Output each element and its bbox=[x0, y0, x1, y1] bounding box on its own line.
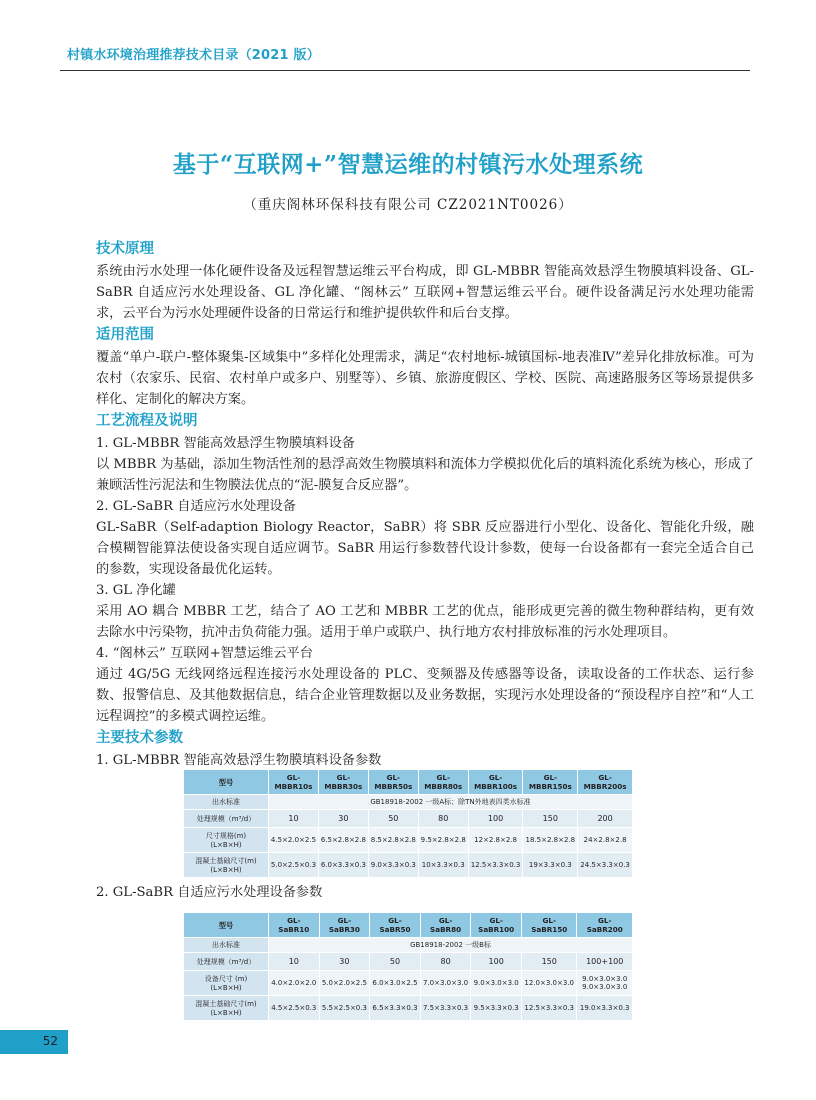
table-cell: 9.0×3.0×3.0 9.0×3.0×3.0 bbox=[577, 971, 633, 996]
header-model: GL- SaBR50 bbox=[370, 913, 421, 938]
table-cell: 6.0×3.0×2.5 bbox=[370, 971, 421, 996]
process-item-text: 采用 AO 耦合 MBBR 工艺，结合了 AO 工艺和 MBBR 工艺的优点，能形成更完善的微生物种群结构，更有效去除水中污染物，抗冲击负荷能力强。适用于单户或联户、执行地方农村排放标准的污水处理项目。 bbox=[96, 604, 754, 640]
page-number: 52 bbox=[42, 1034, 58, 1048]
table-cell: 9.0×3.0×3.0 bbox=[471, 971, 522, 996]
process-item-title: 1. GL-MBBR 智能高效悬浮生物膜填料设备 bbox=[96, 436, 355, 451]
header-model: GL- SaBR150 bbox=[521, 913, 576, 938]
table-row bbox=[184, 795, 633, 810]
table-cell: 4.0×2.0×2.0 bbox=[269, 971, 320, 996]
table-cell: 6.5×2.8×2.8 bbox=[318, 828, 368, 853]
process-item-title: 2. GL-SaBR 自适应污水处理设备 bbox=[96, 499, 296, 514]
table-row bbox=[184, 953, 633, 971]
table-cell: 100 bbox=[468, 810, 523, 828]
table-cell: 5.0×2.0×2.5 bbox=[319, 971, 370, 996]
header-model: GL- SaBR80 bbox=[420, 913, 471, 938]
sabr-params-table bbox=[183, 912, 633, 1021]
row-label: 混凝土基础尺寸(m) (L×B×H) bbox=[184, 853, 269, 878]
mbbr-params-table bbox=[183, 769, 633, 878]
process-item-text: GL-SaBR（Self-adaption Biology Reactor，SaBR）将 SBR 反应器进行小型化、设备化、智能化升级，融合模糊智能算法使设备实现自适应调节。SaBR 用运行参数替代设计参数，使每一台设备都有一套完全适合自己的参数，实现设备最优化运转。 bbox=[96, 520, 754, 577]
table-cell: 150 bbox=[521, 953, 576, 971]
header-model: GL- MBBR150s bbox=[523, 770, 578, 795]
header-model: GL- MBBR200s bbox=[578, 770, 633, 795]
table-cell: 200 bbox=[578, 810, 633, 828]
table-cell: 50 bbox=[368, 810, 418, 828]
table-row bbox=[184, 971, 633, 996]
header-model: GL- SaBR10 bbox=[269, 913, 320, 938]
process-item-title: 3. GL 净化罐 bbox=[96, 583, 176, 598]
table2-title: 2. GL-SaBR 自适应污水处理设备参数 bbox=[96, 885, 323, 900]
header-model: GL- SaBR30 bbox=[319, 913, 370, 938]
section-heading-params: 主要技术参数 bbox=[96, 730, 183, 746]
table-cell: 4.5×2.5×0.3 bbox=[269, 996, 320, 1021]
table-cell: 100 bbox=[471, 953, 522, 971]
row-label: 尺寸规格(m) (L×B×H) bbox=[184, 828, 269, 853]
header-model-label: 型号 bbox=[184, 770, 269, 795]
table-cell: 30 bbox=[319, 953, 370, 971]
table-cell: 100+100 bbox=[577, 953, 633, 971]
table-cell: 18.5×2.8×2.8 bbox=[523, 828, 578, 853]
table-cell: 10×3.3×0.3 bbox=[418, 853, 468, 878]
table-cell: 9.0×3.3×0.3 bbox=[368, 853, 418, 878]
header-model: GL- MBBR30s bbox=[318, 770, 368, 795]
table1-title: 1. GL-MBBR 智能高效悬浮生物膜填料设备参数 bbox=[96, 753, 382, 768]
table-row bbox=[184, 996, 633, 1021]
table-cell: 8.5×2.8×2.8 bbox=[368, 828, 418, 853]
process-item-text: 通过 4G/5G 无线网络远程连接污水处理设备的 PLC、变频器及传感器等设备，读取设备的工作状态、运行参数、报警信息、及其他数据信息，结合企业管理数据以及业务数据，实现污水处理设备的“预设程序自控”和“人工远程调控”的多模式调控运维。 bbox=[96, 667, 754, 724]
table-header-row bbox=[184, 913, 633, 938]
principle-text: 系统由污水处理一体化硬件设备及远程智慧运维云平台构成，即 GL-MBBR 智能高效悬浮生物膜填料设备、GL-SaBR 自适应污水处理设备、GL 净化罐、“阁林云” 互联网+智慧运维云平台。硬件设备满足污水处理功能需求，云平台为污水处理硬件设备的日常运行和维护提供软件和后台支撑。 bbox=[96, 264, 754, 321]
header-rule bbox=[60, 70, 750, 71]
header-model: GL- SaBR200 bbox=[577, 913, 633, 938]
table-cell: 12.0×3.0×3.0 bbox=[521, 971, 576, 996]
main-content bbox=[96, 238, 754, 771]
table-cell: 10 bbox=[269, 953, 320, 971]
table-cell: 5.5×2.5×0.3 bbox=[319, 996, 370, 1021]
table-row bbox=[184, 853, 633, 878]
table-cell: 150 bbox=[523, 810, 578, 828]
scope-text: 覆盖“单户-联户-整体聚集-区域集中”多样化处理需求，满足“农村地标-城镇国标-地表准Ⅳ”差异化排放标准。可为农村（农家乐、民宿、农村单户或多户、别墅等）、乡镇、旅游度假区、学校、医院、高速路服务区等场景提供多样化、定制化的解决方案。 bbox=[96, 350, 754, 407]
section-heading-scope: 适用范围 bbox=[96, 327, 154, 343]
table-cell: 30 bbox=[318, 810, 368, 828]
section-heading-process: 工艺流程及说明 bbox=[96, 413, 198, 429]
table-cell: 5.0×2.5×0.3 bbox=[269, 853, 319, 878]
table-cell: 10 bbox=[269, 810, 319, 828]
row-label: 出水标准 bbox=[184, 795, 269, 810]
header-model: GL- MBBR50s bbox=[368, 770, 418, 795]
table-cell: 50 bbox=[370, 953, 421, 971]
table-cell: 9.5×3.3×0.3 bbox=[471, 996, 522, 1021]
table-cell: 7.5×3.3×0.3 bbox=[420, 996, 471, 1021]
table-cell: GB18918-2002 一级A标；除TN外地表四类水标准 bbox=[269, 795, 633, 810]
page-subtitle: （重庆阁林环保科技有限公司 CZ2021NT0026） bbox=[243, 197, 573, 213]
row-label: 混凝土基础尺寸(m) (L×B×H) bbox=[184, 996, 269, 1021]
row-label: 处理规模（m³/d） bbox=[184, 810, 269, 828]
row-label: 设备尺寸 (m) (L×B×H) bbox=[184, 971, 269, 996]
table-cell: 12×2.8×2.8 bbox=[468, 828, 523, 853]
table-row bbox=[184, 828, 633, 853]
process-item-text: 以 MBBR 为基础，添加生物活性剂的悬浮高效生物膜填料和流体力学模拟优化后的填料流化系统为核心，形成了兼顾活性污泥法和生物膜法优点的“泥-膜复合反应器”。 bbox=[96, 457, 754, 493]
header-model-label: 型号 bbox=[184, 913, 269, 938]
table-row bbox=[184, 938, 633, 953]
table-cell: 12.5×3.3×0.3 bbox=[521, 996, 576, 1021]
table-cell: 80 bbox=[420, 953, 471, 971]
header-model: GL- MBBR100s bbox=[468, 770, 523, 795]
running-header: 村镇水环境治理推荐技术目录（2021 版） bbox=[67, 48, 320, 63]
row-label: 处理规模（m³/d） bbox=[184, 953, 269, 971]
table-cell: 19.0×3.3×0.3 bbox=[577, 996, 633, 1021]
header-model: GL- MBBR10s bbox=[269, 770, 319, 795]
process-item-title: 4. “阁林云” 互联网+智慧运维云平台 bbox=[96, 646, 313, 661]
table-cell: 24.5×3.3×0.3 bbox=[578, 853, 633, 878]
table-cell: 80 bbox=[418, 810, 468, 828]
table-header-row bbox=[184, 770, 633, 795]
section-heading-principle: 技术原理 bbox=[96, 241, 154, 257]
table-cell: 7.0×3.0×3.0 bbox=[420, 971, 471, 996]
header-model: GL- MBBR80s bbox=[418, 770, 468, 795]
table-cell: 4.5×2.0×2.5 bbox=[269, 828, 319, 853]
table-cell: 9.5×2.8×2.8 bbox=[418, 828, 468, 853]
table-cell: 24×2.8×2.8 bbox=[578, 828, 633, 853]
row-label: 出水标准 bbox=[184, 938, 269, 953]
table-cell: 6.5×3.3×0.3 bbox=[370, 996, 421, 1021]
table-cell: 19×3.3×0.3 bbox=[523, 853, 578, 878]
page-number-tab bbox=[0, 1030, 68, 1054]
table-cell: GB18918-2002 一级B标 bbox=[269, 938, 633, 953]
table-cell: 6.0×3.3×0.3 bbox=[318, 853, 368, 878]
table-row bbox=[184, 810, 633, 828]
page-title: 基于“互联网+”智慧运维的村镇污水处理系统 bbox=[172, 151, 644, 178]
header-model: GL- SaBR100 bbox=[471, 913, 522, 938]
table-cell: 12.5×3.3×0.3 bbox=[468, 853, 523, 878]
